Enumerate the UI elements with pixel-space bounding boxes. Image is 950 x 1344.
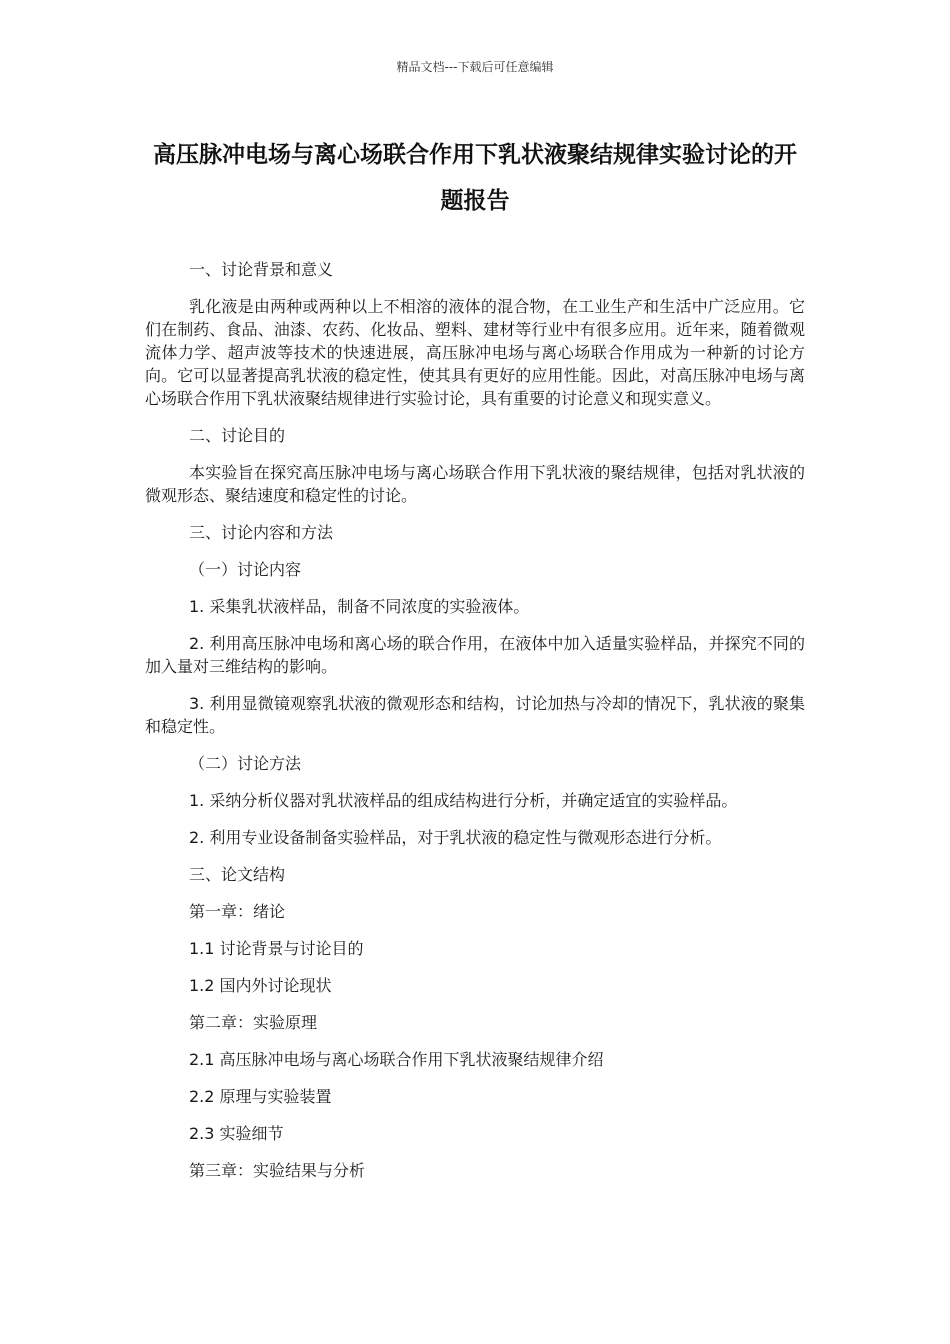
document-title: 高压脉冲电场与离心场联合作用下乳状液聚结规律实验讨论的开题报告 <box>153 142 797 214</box>
section-heading-content-method: 三、讨论内容和方法 <box>189 523 334 542</box>
chapter-2-item-1: 2.1 高压脉冲电场与离心场联合作用下乳状液聚结规律介绍 <box>189 1050 604 1069</box>
section-heading-structure: 三、论文结构 <box>189 865 286 884</box>
subsection-heading-content: （一）讨论内容 <box>189 560 302 579</box>
section-heading-background: 一、讨论背景和意义 <box>189 260 334 279</box>
chapter-2-item-2: 2.2 原理与实验装置 <box>189 1087 332 1106</box>
chapter-1-item-2: 1.2 国内外讨论现状 <box>189 976 332 995</box>
section-heading-purpose: 二、讨论目的 <box>189 426 286 445</box>
page-header-note: 精品文档---下载后可任意编辑 <box>396 60 554 74</box>
chapter-2-heading: 第二章：实验原理 <box>189 1013 318 1032</box>
list-item-method-1: 1. 采纳分析仪器对乳状液样品的组成结构进行分析，并确定适宜的实验样品。 <box>189 791 738 810</box>
list-item-content-1: 1. 采集乳状液样品，制备不同浓度的实验液体。 <box>189 597 530 616</box>
subsection-heading-method: （二）讨论方法 <box>189 754 302 773</box>
chapter-3-heading: 第三章：实验结果与分析 <box>189 1161 366 1180</box>
paragraph-background: 乳化液是由两种或两种以上不相溶的液体的混合物，在工业生产和生活中广泛应用。它们在制药、食品、油漆、农药、化妆品、塑料、建材等行业中有很多应用。近年来，随着微观流体力学、超声波等技术的快速进展，高压脉冲电场与离心场联合作用成为一种新的讨论方向。它可以显著提高乳状液的稳定性，使其具有更好的应用性能。因此，对高压脉冲电场与离心场联合作用下乳状液聚结规律进行实验讨论，具有重要的讨论意义和现实意义。 <box>145 297 805 408</box>
chapter-2-item-3: 2.3 实验细节 <box>189 1124 284 1143</box>
chapter-1-item-1: 1.1 讨论背景与讨论目的 <box>189 939 364 958</box>
list-item-content-2: 2. 利用高压脉冲电场和离心场的联合作用，在液体中加入适量实验样品，并探究不同的加入量对三维结构的影响。 <box>145 634 805 676</box>
list-item-content-3: 3. 利用显微镜观察乳状液的微观形态和结构，讨论加热与冷却的情况下，乳状液的聚集和稳定性。 <box>145 694 805 736</box>
paragraph-purpose: 本实验旨在探究高压脉冲电场与离心场联合作用下乳状液的聚结规律，包括对乳状液的微观形态、聚结速度和稳定性的讨论。 <box>145 463 805 505</box>
list-item-method-2: 2. 利用专业设备制备实验样品，对于乳状液的稳定性与微观形态进行分析。 <box>189 828 722 847</box>
chapter-1-heading: 第一章：绪论 <box>189 902 286 921</box>
document-body <box>145 258 805 1196</box>
